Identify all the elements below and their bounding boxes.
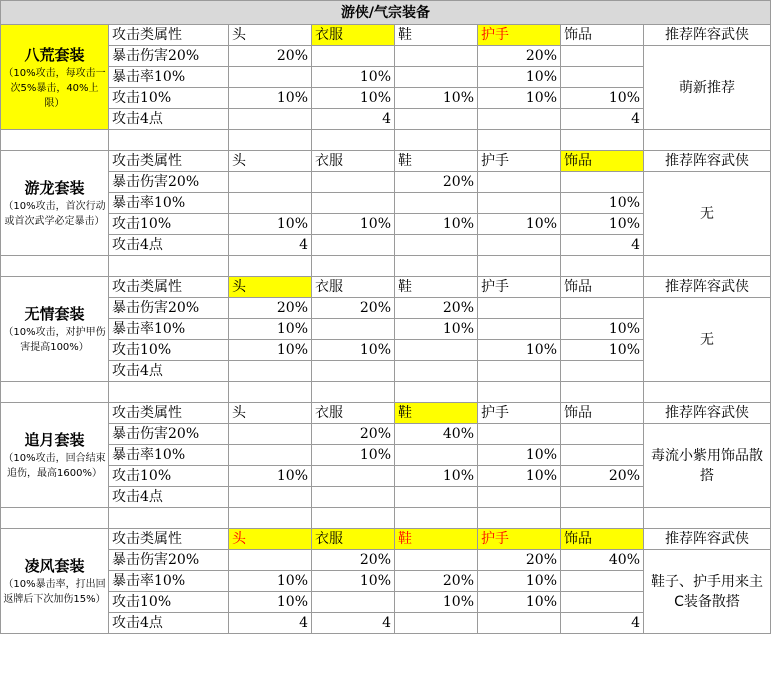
attribute-label[interactable]: 攻击4点 (109, 487, 229, 508)
attribute-label[interactable]: 暴击伤害20% (109, 46, 229, 67)
value-cell[interactable] (312, 592, 395, 613)
value-cell[interactable]: 20% (229, 46, 312, 67)
value-cell[interactable]: 10% (478, 592, 561, 613)
value-cell[interactable]: 10% (312, 67, 395, 88)
empty-cell[interactable] (1, 256, 109, 277)
value-cell[interactable]: 20% (395, 298, 478, 319)
value-cell[interactable]: 20% (395, 571, 478, 592)
empty-cell[interactable] (109, 508, 229, 529)
set-name: 无情套装 (24, 305, 85, 323)
empty-cell[interactable] (229, 508, 312, 529)
value-cell[interactable]: 10% (395, 466, 478, 487)
value-cell[interactable]: 10% (229, 214, 312, 235)
header-cell[interactable]: 衣服 (312, 529, 395, 550)
empty-cell[interactable] (395, 256, 478, 277)
attribute-label[interactable]: 暴击率10% (109, 571, 229, 592)
empty-cell[interactable] (644, 382, 771, 403)
value-cell[interactable]: 10% (395, 592, 478, 613)
recommend-cell[interactable]: 萌新推荐 (644, 46, 771, 130)
header-cell[interactable]: 攻击类属性 (109, 151, 229, 172)
value-cell[interactable] (395, 445, 478, 466)
header-cell[interactable]: 头 (229, 277, 312, 298)
value-cell[interactable]: 10% (561, 88, 644, 109)
value-cell[interactable]: 4 (229, 235, 312, 256)
value-cell[interactable]: 10% (395, 88, 478, 109)
value-cell[interactable] (561, 67, 644, 88)
set-header-row (1, 151, 771, 172)
set-description: （10%暴击率，打出回返牌后下次加伤15%） (3, 579, 106, 605)
value-cell[interactable]: 20% (478, 46, 561, 67)
set-name-cell[interactable] (1, 277, 109, 382)
header-cell[interactable]: 鞋 (395, 25, 478, 46)
value-cell[interactable] (395, 193, 478, 214)
header-cell[interactable]: 护手 (478, 151, 561, 172)
header-cell[interactable]: 头 (229, 151, 312, 172)
recommend-cell[interactable]: 无 (644, 172, 771, 256)
value-cell[interactable] (395, 487, 478, 508)
attribute-label[interactable]: 攻击10% (109, 214, 229, 235)
value-cell[interactable]: 40% (395, 424, 478, 445)
empty-cell[interactable] (1, 508, 109, 529)
value-cell[interactable] (478, 193, 561, 214)
empty-cell[interactable] (478, 508, 561, 529)
spacer-row (1, 382, 771, 403)
empty-cell[interactable] (561, 382, 644, 403)
set-name-cell[interactable] (1, 25, 109, 130)
value-cell[interactable] (561, 361, 644, 382)
header-cell[interactable]: 攻击类属性 (109, 277, 229, 298)
sheet-title[interactable]: 游侠/气宗装备 (1, 1, 771, 25)
value-cell[interactable] (395, 361, 478, 382)
set-name: 追月套装 (24, 431, 85, 449)
set-name: 凌风套装 (24, 557, 85, 575)
value-cell[interactable] (312, 172, 395, 193)
header-cell[interactable]: 推荐阵容武侠 (644, 403, 771, 424)
empty-cell[interactable] (561, 508, 644, 529)
set-name-cell[interactable] (1, 403, 109, 508)
value-cell[interactable]: 10% (312, 340, 395, 361)
value-cell[interactable] (312, 361, 395, 382)
value-cell[interactable]: 20% (478, 550, 561, 571)
header-cell[interactable]: 头 (229, 25, 312, 46)
value-cell[interactable] (395, 46, 478, 67)
value-cell[interactable]: 4 (561, 235, 644, 256)
recommend-cell[interactable]: 无 (644, 298, 771, 382)
empty-cell[interactable] (395, 130, 478, 151)
attribute-label[interactable]: 攻击4点 (109, 613, 229, 634)
value-cell[interactable]: 20% (395, 172, 478, 193)
empty-cell[interactable] (478, 256, 561, 277)
value-cell[interactable] (478, 613, 561, 634)
value-cell[interactable] (561, 487, 644, 508)
value-cell[interactable] (395, 109, 478, 130)
value-cell[interactable] (312, 46, 395, 67)
attribute-label[interactable]: 攻击4点 (109, 235, 229, 256)
empty-cell[interactable] (561, 256, 644, 277)
value-cell[interactable]: 10% (478, 88, 561, 109)
value-cell[interactable] (478, 298, 561, 319)
value-cell[interactable] (395, 340, 478, 361)
value-cell[interactable] (229, 193, 312, 214)
header-cell[interactable]: 鞋 (395, 403, 478, 424)
value-cell[interactable] (561, 571, 644, 592)
empty-cell[interactable] (229, 130, 312, 151)
value-cell[interactable] (561, 592, 644, 613)
value-cell[interactable] (312, 466, 395, 487)
empty-cell[interactable] (644, 130, 771, 151)
value-cell[interactable] (395, 67, 478, 88)
value-cell[interactable]: 10% (561, 193, 644, 214)
header-cell[interactable]: 护手 (478, 25, 561, 46)
attribute-label[interactable]: 攻击10% (109, 592, 229, 613)
set-description: （10%攻击，回合结束追伤，最高1600%） (3, 453, 106, 479)
value-cell[interactable]: 10% (395, 319, 478, 340)
value-cell[interactable] (312, 487, 395, 508)
value-cell[interactable]: 40% (561, 550, 644, 571)
value-cell[interactable] (478, 172, 561, 193)
value-cell[interactable] (478, 109, 561, 130)
table-row (1, 172, 771, 193)
set-header-row (1, 529, 771, 550)
value-cell[interactable] (312, 193, 395, 214)
header-cell[interactable]: 饰品 (561, 25, 644, 46)
empty-cell[interactable] (561, 130, 644, 151)
header-cell[interactable]: 头 (229, 529, 312, 550)
attribute-label[interactable]: 暴击率10% (109, 193, 229, 214)
header-cell[interactable]: 饰品 (561, 529, 644, 550)
set-description: （10%攻击，每攻击一次5%暴击，40%上限） (3, 67, 106, 109)
value-cell[interactable]: 10% (478, 466, 561, 487)
value-cell[interactable] (478, 235, 561, 256)
header-cell[interactable]: 饰品 (561, 151, 644, 172)
header-cell[interactable]: 鞋 (395, 151, 478, 172)
value-cell[interactable] (395, 550, 478, 571)
table-row (1, 424, 771, 445)
attribute-label[interactable]: 暴击伤害20% (109, 172, 229, 193)
header-cell[interactable]: 攻击类属性 (109, 403, 229, 424)
empty-cell[interactable] (312, 382, 395, 403)
header-cell[interactable]: 攻击类属性 (109, 25, 229, 46)
attribute-label[interactable]: 暴击伤害20% (109, 550, 229, 571)
value-cell[interactable]: 4 (312, 613, 395, 634)
spacer-row (1, 256, 771, 277)
value-cell[interactable]: 10% (478, 67, 561, 88)
value-cell[interactable] (561, 172, 644, 193)
value-cell[interactable] (478, 319, 561, 340)
value-cell[interactable] (561, 46, 644, 67)
value-cell[interactable]: 10% (561, 319, 644, 340)
attribute-label[interactable]: 暴击伤害20% (109, 424, 229, 445)
value-cell[interactable]: 10% (229, 88, 312, 109)
value-cell[interactable]: 10% (312, 214, 395, 235)
value-cell[interactable]: 10% (229, 592, 312, 613)
value-cell[interactable]: 10% (478, 571, 561, 592)
value-cell[interactable] (312, 235, 395, 256)
value-cell[interactable] (312, 319, 395, 340)
value-cell[interactable]: 4 (312, 109, 395, 130)
value-cell[interactable]: 4 (229, 613, 312, 634)
recommend-cell[interactable]: 毒流小紫用饰品散搭 (644, 424, 771, 508)
table-row (1, 550, 771, 571)
empty-cell[interactable] (644, 508, 771, 529)
header-cell[interactable]: 护手 (478, 277, 561, 298)
value-cell[interactable]: 10% (229, 340, 312, 361)
attribute-label[interactable]: 暴击率10% (109, 67, 229, 88)
empty-cell[interactable] (312, 508, 395, 529)
value-cell[interactable] (229, 424, 312, 445)
value-cell[interactable] (229, 109, 312, 130)
empty-cell[interactable] (1, 130, 109, 151)
recommend-cell[interactable]: 鞋子、护手用来主C装备散搭 (644, 550, 771, 634)
empty-cell[interactable] (644, 256, 771, 277)
value-cell[interactable]: 20% (312, 424, 395, 445)
empty-cell[interactable] (395, 382, 478, 403)
spacer-row (1, 508, 771, 529)
set-name-cell[interactable] (1, 151, 109, 256)
set-description: （10%攻击，对护甲伤害提高100%） (3, 327, 106, 353)
set-header-row (1, 403, 771, 424)
empty-cell[interactable] (229, 382, 312, 403)
set-name-cell[interactable] (1, 529, 109, 634)
header-cell[interactable]: 鞋 (395, 529, 478, 550)
set-header-row (1, 25, 771, 46)
value-cell[interactable] (229, 172, 312, 193)
value-cell[interactable]: 10% (229, 319, 312, 340)
value-cell[interactable]: 4 (561, 613, 644, 634)
header-cell[interactable]: 推荐阵容武侠 (644, 277, 771, 298)
value-cell[interactable]: 10% (312, 445, 395, 466)
header-cell[interactable]: 衣服 (312, 25, 395, 46)
value-cell[interactable] (229, 487, 312, 508)
empty-cell[interactable] (395, 508, 478, 529)
header-cell[interactable]: 衣服 (312, 403, 395, 424)
empty-cell[interactable] (312, 256, 395, 277)
table-row (1, 298, 771, 319)
empty-cell[interactable] (1, 382, 109, 403)
value-cell[interactable] (561, 445, 644, 466)
header-cell[interactable]: 头 (229, 403, 312, 424)
set-name: 八荒套装 (24, 45, 85, 64)
attribute-label[interactable]: 攻击10% (109, 88, 229, 109)
empty-cell[interactable] (109, 256, 229, 277)
empty-cell[interactable] (229, 256, 312, 277)
set-name: 游龙套装 (24, 179, 85, 197)
attribute-label[interactable]: 攻击10% (109, 340, 229, 361)
value-cell[interactable] (478, 361, 561, 382)
value-cell[interactable]: 10% (561, 214, 644, 235)
value-cell[interactable]: 20% (312, 550, 395, 571)
header-cell[interactable]: 推荐阵容武侠 (644, 151, 771, 172)
value-cell[interactable]: 10% (478, 445, 561, 466)
value-cell[interactable]: 10% (478, 340, 561, 361)
set-header-row (1, 277, 771, 298)
value-cell[interactable]: 4 (561, 109, 644, 130)
empty-cell[interactable] (109, 382, 229, 403)
header-cell[interactable]: 衣服 (312, 151, 395, 172)
value-cell[interactable] (478, 424, 561, 445)
value-cell[interactable] (395, 235, 478, 256)
header-cell[interactable]: 攻击类属性 (109, 529, 229, 550)
value-cell[interactable]: 20% (229, 298, 312, 319)
value-cell[interactable]: 10% (561, 340, 644, 361)
header-cell[interactable]: 衣服 (312, 277, 395, 298)
spacer-row (1, 130, 771, 151)
header-cell[interactable]: 护手 (478, 529, 561, 550)
value-cell[interactable] (229, 445, 312, 466)
value-cell[interactable] (229, 550, 312, 571)
value-cell[interactable]: 10% (229, 466, 312, 487)
attribute-label[interactable]: 攻击4点 (109, 109, 229, 130)
value-cell[interactable]: 20% (312, 298, 395, 319)
value-cell[interactable] (561, 424, 644, 445)
attribute-label[interactable]: 攻击4点 (109, 361, 229, 382)
header-cell[interactable]: 推荐阵容武侠 (644, 529, 771, 550)
set-description: （10%攻击，首次行动或首次武学必定暴击） (3, 201, 106, 227)
attribute-label[interactable]: 暴击率10% (109, 319, 229, 340)
attribute-label[interactable]: 攻击10% (109, 466, 229, 487)
value-cell[interactable]: 10% (395, 214, 478, 235)
empty-cell[interactable] (312, 130, 395, 151)
table-row (1, 46, 771, 67)
value-cell[interactable]: 10% (478, 214, 561, 235)
attribute-label[interactable]: 暴击伤害20% (109, 298, 229, 319)
header-cell[interactable]: 推荐阵容武侠 (644, 25, 771, 46)
empty-cell[interactable] (478, 130, 561, 151)
value-cell[interactable] (229, 67, 312, 88)
header-cell[interactable]: 护手 (478, 403, 561, 424)
value-cell[interactable]: 10% (312, 571, 395, 592)
header-cell[interactable]: 饰品 (561, 403, 644, 424)
header-cell[interactable]: 鞋 (395, 277, 478, 298)
value-cell[interactable]: 20% (561, 466, 644, 487)
header-cell[interactable]: 饰品 (561, 277, 644, 298)
empty-cell[interactable] (478, 382, 561, 403)
value-cell[interactable] (395, 613, 478, 634)
value-cell[interactable] (561, 298, 644, 319)
value-cell[interactable] (478, 487, 561, 508)
empty-cell[interactable] (109, 130, 229, 151)
value-cell[interactable] (229, 361, 312, 382)
value-cell[interactable]: 10% (312, 88, 395, 109)
attribute-label[interactable]: 暴击率10% (109, 445, 229, 466)
value-cell[interactable]: 10% (229, 571, 312, 592)
